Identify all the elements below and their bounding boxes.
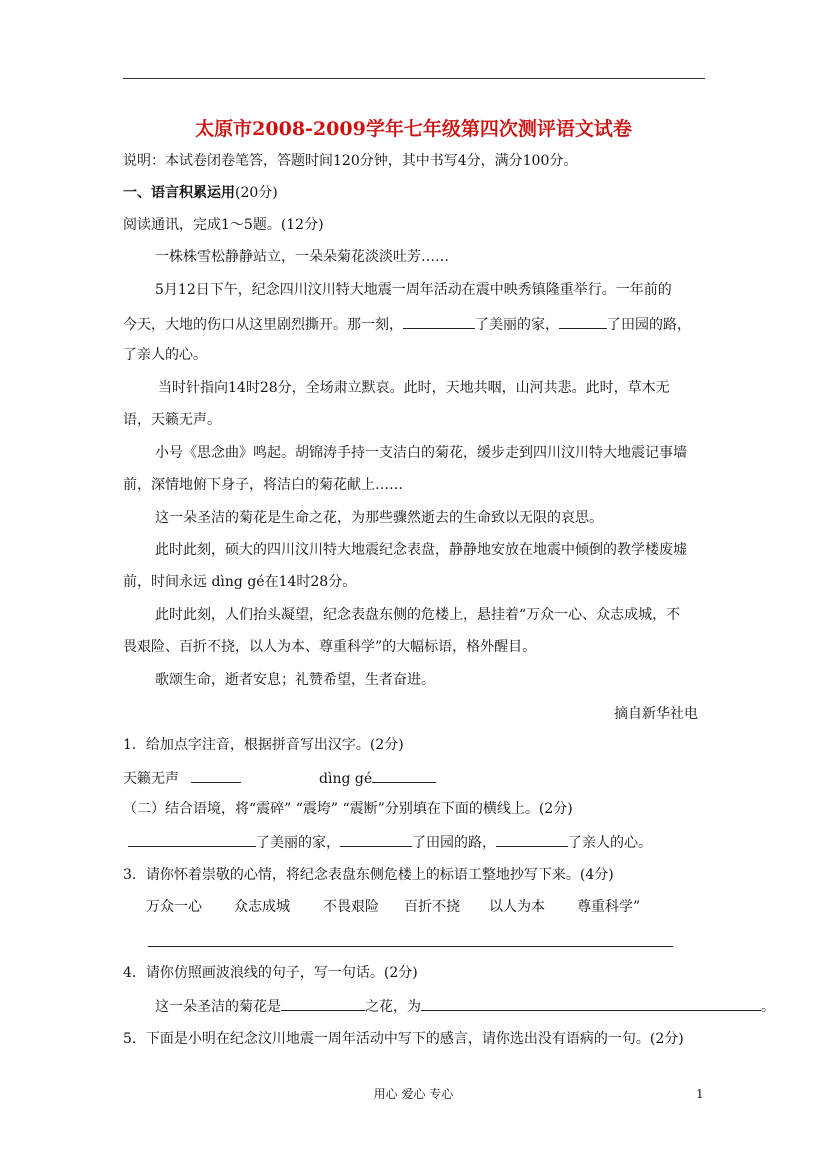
passage-paragraph: 这一朵圣洁的菊花是生命之花，为那些骤然逝去的生命致以无限的哀思。 — [155, 510, 603, 526]
answer-blank[interactable] — [421, 996, 761, 1011]
passage-paragraph: 此时此刻，人们抬头凝望，纪念表盘东侧的危楼上，悬挂着“万众一心、众志成城，不 — [155, 607, 681, 623]
passage-paragraph: 5月12日下午，纪念四川汶川特大地震一周年活动在震中映秀镇隆重举行。一年前的 — [155, 282, 672, 298]
q2-text: 了亲人的心。 — [568, 835, 652, 851]
header-rule — [123, 78, 705, 79]
slogan-word: 尊重科学” — [577, 899, 641, 915]
q4-text: 这一朵圣洁的菊花是 — [155, 999, 281, 1015]
answer-blank[interactable] — [281, 996, 365, 1011]
passage-paragraph — [123, 314, 691, 334]
passage-paragraph: 语，天籁无声。 — [123, 412, 221, 428]
slogan-word: 百折不挠 — [404, 899, 460, 915]
q4-text: 。 — [761, 999, 775, 1015]
answer-blank[interactable] — [372, 768, 436, 783]
q1-item-1: 天籁无声 — [123, 771, 179, 787]
slogan-word: 以人为本 — [489, 899, 545, 915]
passage-paragraph: 此时此刻，硕大的四川汶川特大地震纪念表盘，静静地安放在地震中倾倒的教学楼废墟 — [155, 542, 687, 558]
page-title: 太原市2008-2009学年七年级第四次测评语文试卷 — [195, 118, 632, 140]
question-4: 4．请你仿照画波浪线的句子，写一句话。(2分) — [123, 965, 418, 981]
slogan-word: 不畏艰险 — [323, 899, 379, 915]
page-number: 1 — [696, 1087, 704, 1101]
answer-blank[interactable] — [496, 832, 568, 847]
question-2: （二）结合语境，将“震碎” “震垮” “震断”分别填在下面的横线上。(2分) — [123, 801, 573, 817]
section-score: (20分) — [235, 185, 278, 201]
q4-text: 之花，为 — [365, 999, 421, 1015]
passage-text: 了美丽的家， — [475, 317, 559, 333]
passage-paragraph: 前，深情地俯下身子，将洁白的菊花献上…… — [123, 477, 403, 493]
footer-slogan: 用心 爱心 专心 — [373, 1087, 454, 1101]
exam-note: 说明：本试卷闭卷笔答，答题时间120分钟，其中书写4分，满分100分。 — [123, 153, 578, 169]
q2-text: 了田园的路， — [412, 835, 496, 851]
passage-paragraph: 前，时间永远 dìng gé在14时28分。 — [123, 574, 357, 590]
answer-blank[interactable] — [128, 832, 256, 847]
question-5: 5．下面是小明在纪念汶川地震一周年活动中写下的感言，请你选出没有语病的一句。(2分) — [123, 1031, 684, 1047]
passage-text: 了田园的路， — [607, 317, 691, 333]
passage-paragraph: 畏艰险、百折不挠，以人为本、尊重科学”的大幅标语，格外醒目。 — [123, 639, 537, 655]
source-credit: 摘自新华社电 — [614, 706, 698, 722]
question-4-blanks — [155, 996, 775, 1016]
passage-paragraph: 当时针指向14时28分，全场肃立默哀。此时，天地共咽，山河共悲。此时，草木无 — [158, 380, 670, 396]
blank-line — [559, 314, 607, 329]
section-title: 一、语言积累运用 — [123, 185, 235, 201]
passage-text: 今天，大地的伤口从这里剧烈撕开。那一刻， — [123, 317, 403, 333]
question-1: 1．给加点字注音，根据拼音写出汉字。(2分) — [123, 737, 404, 753]
reading-intro: 阅读通讯，完成1～5题。(12分) — [123, 217, 324, 233]
blank-line — [403, 314, 475, 329]
section-heading — [123, 184, 278, 202]
passage-paragraph: 小号《思念曲》鸣起。胡锦涛手持一支洁白的菊花，缓步走到四川汶川特大地震记事墙 — [155, 445, 687, 461]
slogan-word: 众志成城 — [234, 899, 290, 915]
answer-line[interactable] — [148, 946, 673, 947]
q1-item-2: dìng gé — [319, 771, 373, 787]
passage-paragraph: 一株株雪松静静站立，一朵朵菊花淡淡吐芳…… — [155, 249, 449, 265]
question-1-items — [123, 768, 436, 788]
passage-paragraph: 歌颂生命，逝者安息；礼赞希望，生者奋进。 — [155, 672, 435, 688]
answer-blank[interactable] — [191, 768, 241, 783]
question-2-blanks — [128, 832, 652, 852]
passage-paragraph: 了亲人的心。 — [123, 347, 207, 363]
q2-text: 了美丽的家， — [256, 835, 340, 851]
question-3: 3．请你怀着崇敬的心情，将纪念表盘东侧危楼上的标语工整地抄写下来。(4分) — [123, 867, 614, 883]
slogan-word: 万众一心 — [146, 899, 202, 915]
answer-blank[interactable] — [340, 832, 412, 847]
